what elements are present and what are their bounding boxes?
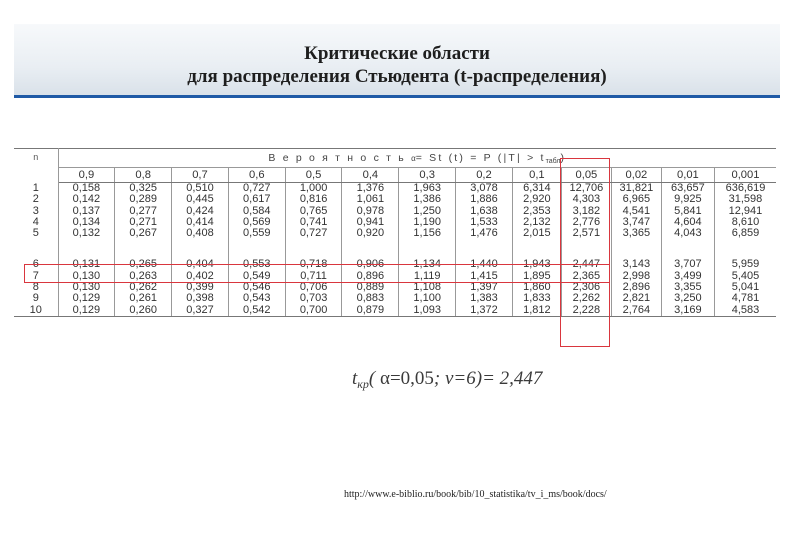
degrees-of-freedom-cell: 9 <box>32 293 39 305</box>
critical-value-cell: 0,700 <box>285 305 342 317</box>
critical-value-cell: 1,860 <box>512 282 561 293</box>
critical-value-cell: 0,131 <box>58 259 115 270</box>
probability-level-header: 0,01 <box>661 168 714 183</box>
critical-value-cell: 0,327 <box>172 305 229 317</box>
critical-value-cell: 5,405 <box>714 271 776 282</box>
critical-value-cell: 0,277 <box>115 206 172 217</box>
critical-value-cell: 0,132 <box>58 228 115 239</box>
probability-level-header: 0,9 <box>58 168 115 183</box>
critical-value-cell: 1,093 <box>399 305 456 317</box>
critical-value-cell: 1,000 <box>285 183 342 195</box>
critical-value-cell: 0,262 <box>115 282 172 293</box>
highlight-row-6 <box>24 264 610 283</box>
critical-value-cell: 0,271 <box>115 217 172 228</box>
critical-value-cell: 4,781 <box>714 293 776 304</box>
critical-value-cell: 0,399 <box>172 282 229 293</box>
critical-value-cell: 0,920 <box>342 228 399 239</box>
probability-level-header: 0,5 <box>285 168 342 183</box>
probability-level-header: 0,6 <box>228 168 285 183</box>
probability-level-header: 0,1 <box>512 168 561 183</box>
critical-value-cell: 3,499 <box>661 271 714 282</box>
table-row <box>14 305 776 317</box>
critical-value-cell: 2,132 <box>512 217 561 228</box>
critical-value-cell: 2,228 <box>561 305 611 317</box>
table-row <box>14 206 776 217</box>
critical-value-cell: 1,895 <box>512 271 561 282</box>
critical-value-cell: 0,883 <box>342 293 399 304</box>
critical-value-cell: 0,408 <box>172 228 229 239</box>
critical-value-cell: 6,859 <box>714 228 776 239</box>
column-header-n: n <box>14 149 58 183</box>
critical-value-cell: 1,397 <box>456 282 513 293</box>
critical-value-cell: 0,549 <box>228 271 285 282</box>
degrees-of-freedom-cell: 1 <box>32 182 39 194</box>
critical-value-cell: 0,414 <box>172 217 229 228</box>
critical-value-cell: 0,727 <box>285 228 342 239</box>
critical-value-cell: 31,821 <box>611 183 661 195</box>
critical-value-cell: 0,906 <box>342 259 399 270</box>
probability-level-header: 0,001 <box>714 168 776 183</box>
critical-value-cell: 0,261 <box>115 293 172 304</box>
table-row <box>14 183 776 195</box>
critical-value-cell: 4,303 <box>561 194 611 205</box>
critical-value-cell: 0,718 <box>285 259 342 270</box>
critical-value-cell: 0,765 <box>285 206 342 217</box>
critical-value-cell: 0,711 <box>285 271 342 282</box>
probability-level-header: 0,02 <box>611 168 661 183</box>
critical-value-cell: 0,510 <box>172 183 229 195</box>
critical-value-cell: 2,998 <box>611 271 661 282</box>
critical-value-cell: 1,119 <box>399 271 456 282</box>
critical-value-cell: 12,941 <box>714 206 776 217</box>
degrees-of-freedom-cell: 2 <box>32 194 39 206</box>
critical-value-cell: 0,553 <box>228 259 285 270</box>
critical-value-cell: 1,134 <box>399 259 456 270</box>
critical-value-cell: 3,143 <box>611 259 661 270</box>
critical-value-cell: 2,365 <box>561 271 611 282</box>
critical-value-cell: 2,776 <box>561 217 611 228</box>
critical-value-cell: 1,100 <box>399 293 456 304</box>
student-t-table <box>14 148 776 317</box>
critical-value-cell: 5,041 <box>714 282 776 293</box>
critical-value-cell: 3,707 <box>661 259 714 270</box>
probability-level-header: 0,05 <box>561 168 611 183</box>
critical-value-cell: 0,263 <box>115 271 172 282</box>
critical-value-cell: 8,610 <box>714 217 776 228</box>
critical-value-cell: 0,879 <box>342 305 399 317</box>
critical-value-cell: 3,747 <box>611 217 661 228</box>
critical-value-cell: 3,355 <box>661 282 714 293</box>
critical-value-cell: 0,267 <box>115 228 172 239</box>
critical-value-cell: 31,598 <box>714 194 776 205</box>
slide-title-line-2: для распределения Стьюдента (t-распределения) <box>187 66 607 87</box>
table-row <box>14 282 776 293</box>
critical-value-cell: 1,250 <box>399 206 456 217</box>
table-gap-row <box>14 239 776 259</box>
header-rule <box>14 95 780 98</box>
critical-value-cell: 0,816 <box>285 194 342 205</box>
probability-header: В е р о я т н о с т ь α= St (t) = P $(|T| > t_{табл})$ <box>58 149 776 168</box>
degrees-of-freedom-cell: 6 <box>32 259 39 271</box>
critical-value-cell: 0,142 <box>58 194 115 205</box>
critical-value-cell: 0,289 <box>115 194 172 205</box>
critical-value-cell: 0,559 <box>228 228 285 239</box>
critical-value-cell: 0,727 <box>228 183 285 195</box>
critical-value-cell: 2,447 <box>561 259 611 270</box>
critical-value-cell: 0,569 <box>228 217 285 228</box>
critical-value-cell: 1,963 <box>399 183 456 195</box>
critical-value-cell: 0,398 <box>172 293 229 304</box>
critical-value-cell: 0,546 <box>228 282 285 293</box>
probability-levels-row <box>14 168 776 183</box>
critical-value-cell: 0,134 <box>58 217 115 228</box>
critical-value-cell: 2,821 <box>611 293 661 304</box>
critical-value-cell: 0,158 <box>58 183 115 195</box>
degrees-of-freedom-cell: 3 <box>32 205 39 217</box>
probability-level-header: 0,4 <box>342 168 399 183</box>
critical-value-cell: 2,262 <box>561 293 611 304</box>
table-row <box>14 228 776 239</box>
critical-value-cell: 1,190 <box>399 217 456 228</box>
critical-value-cell: 0,978 <box>342 206 399 217</box>
critical-value-cell: 0,445 <box>172 194 229 205</box>
probability-level-header: 0,2 <box>456 168 513 183</box>
critical-value-cell: 0,617 <box>228 194 285 205</box>
critical-value-cell: 2,764 <box>611 305 661 317</box>
critical-value-cell: 1,943 <box>512 259 561 270</box>
critical-value-cell: 0,424 <box>172 206 229 217</box>
critical-value-cell: 1,476 <box>456 228 513 239</box>
critical-value-cell: 2,920 <box>512 194 561 205</box>
critical-value-cell: 1,415 <box>456 271 513 282</box>
critical-value-cell: 0,130 <box>58 282 115 293</box>
critical-value-cell: 0,543 <box>228 293 285 304</box>
degrees-of-freedom-cell: 7 <box>32 270 39 282</box>
critical-value-cell: 6,965 <box>611 194 661 205</box>
critical-value-cell: 1,372 <box>456 305 513 317</box>
critical-value-cell: 0,584 <box>228 206 285 217</box>
critical-value-cell: 9,925 <box>661 194 714 205</box>
critical-value-cell: 12,706 <box>561 183 611 195</box>
critical-value-cell: 2,015 <box>512 228 561 239</box>
critical-value-cell: 1,638 <box>456 206 513 217</box>
probability-level-header: 0,3 <box>399 168 456 183</box>
critical-value-cell: 4,541 <box>611 206 661 217</box>
critical-value-cell: 1,108 <box>399 282 456 293</box>
critical-value-cell: 2,571 <box>561 228 611 239</box>
table-row <box>14 293 776 304</box>
critical-value-cell: 0,129 <box>58 305 115 317</box>
critical-value-cell: 5,841 <box>661 206 714 217</box>
critical-value-cell: 0,129 <box>58 293 115 304</box>
critical-value-cell: 0,941 <box>342 217 399 228</box>
critical-value-cell: 1,376 <box>342 183 399 195</box>
highlight-column-0-05 <box>560 158 610 347</box>
probability-level-header: 0,7 <box>172 168 229 183</box>
critical-value-cell: 2,896 <box>611 282 661 293</box>
critical-value-cell: 3,078 <box>456 183 513 195</box>
critical-value-cell: 4,043 <box>661 228 714 239</box>
critical-value-cell: 1,383 <box>456 293 513 304</box>
critical-value-cell: 0,703 <box>285 293 342 304</box>
critical-value-cell: 1,386 <box>399 194 456 205</box>
critical-value-cell: 0,889 <box>342 282 399 293</box>
critical-value-cell: 0,402 <box>172 271 229 282</box>
critical-value-cell: 0,260 <box>115 305 172 317</box>
critical-value-cell: 1,833 <box>512 293 561 304</box>
table-row <box>14 194 776 205</box>
critical-value-cell: 1,886 <box>456 194 513 205</box>
table-row <box>14 217 776 228</box>
critical-value-cell: 1,156 <box>399 228 456 239</box>
slide-title-line-1: Критические области <box>304 43 490 64</box>
critical-value-cell: 2,353 <box>512 206 561 217</box>
critical-value-cell: 0,706 <box>285 282 342 293</box>
critical-value-cell: 636,619 <box>714 183 776 195</box>
critical-value-cell: 0,130 <box>58 271 115 282</box>
critical-value-cell: 0,137 <box>58 206 115 217</box>
critical-value-cell: 5,959 <box>714 259 776 270</box>
critical-value-cell: 1,533 <box>456 217 513 228</box>
critical-value-cell: 1,812 <box>512 305 561 317</box>
degrees-of-freedom-cell: 4 <box>32 216 39 228</box>
source-link[interactable]: http://www.e-biblio.ru/book/bib/10_statistika/tv_i_ms/book/docs/ <box>344 489 607 500</box>
critical-value-cell: 0,896 <box>342 271 399 282</box>
critical-value-cell: 3,250 <box>661 293 714 304</box>
critical-value-cell: 0,265 <box>115 259 172 270</box>
critical-value-cell: 1,440 <box>456 259 513 270</box>
degrees-of-freedom-cell: 8 <box>32 282 39 294</box>
critical-value-cell: 0,542 <box>228 305 285 317</box>
critical-value-cell: 0,325 <box>115 183 172 195</box>
critical-value-cell: 2,306 <box>561 282 611 293</box>
critical-value-cell: 3,182 <box>561 206 611 217</box>
critical-value-cell: 1,061 <box>342 194 399 205</box>
critical-value-cell: 3,169 <box>661 305 714 317</box>
critical-value-cell: 0,404 <box>172 259 229 270</box>
critical-value-cell: 63,657 <box>661 183 714 195</box>
probability-level-header: 0,8 <box>115 168 172 183</box>
critical-value-formula: $t_{кр}$( α=0,05; ν=6)= 2,447 <box>352 368 543 391</box>
critical-value-cell: 6,314 <box>512 183 561 195</box>
critical-value-cell: 3,365 <box>611 228 661 239</box>
degrees-of-freedom-cell: 5 <box>32 228 39 240</box>
critical-value-cell: 4,604 <box>661 217 714 228</box>
critical-value-cell: 0,741 <box>285 217 342 228</box>
degrees-of-freedom-cell: 10 <box>14 305 58 317</box>
critical-value-cell: 4,583 <box>714 305 776 317</box>
